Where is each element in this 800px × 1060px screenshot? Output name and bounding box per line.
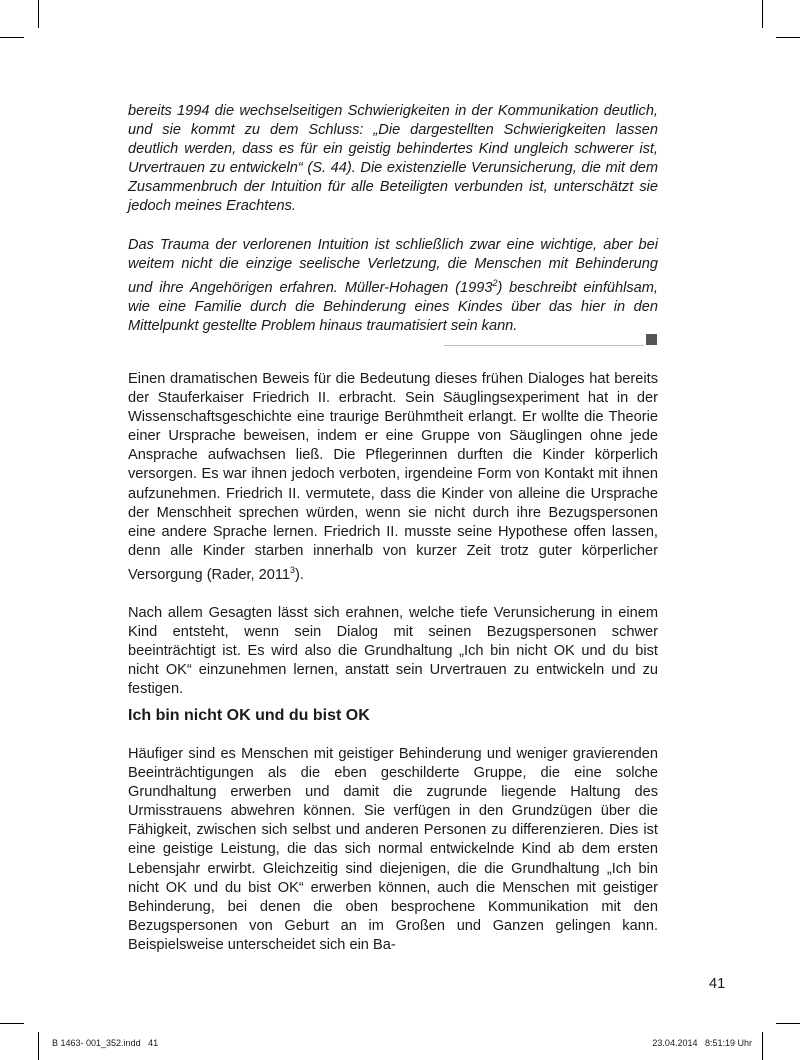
section-block <box>128 745 658 955</box>
slug-left: B 1463- 001_352.indd 41 <box>52 1038 159 1048</box>
quote-paragraph-2 <box>128 236 658 336</box>
body-footnote-superscript: 3 <box>290 564 296 575</box>
body-block <box>128 370 658 699</box>
crop-mark-top-left-h <box>0 37 24 38</box>
body-paragraph-1-text-b: ). <box>295 566 304 583</box>
section-paragraph: Häufiger sind es Menschen mit geistiger Behinderung und weniger gravierenden Beeinträchtigungen als die eben geschilderte Gruppe, die eine solche Grundhaltung erwerben und damit die zugrunde liegende Haltung des Urmisstrauens abwehren können. Sie verfügen in den Grundzügen über die Fähigkeit, zwischen sich selbst und anderen Personen zu differenzieren. Dies ist eine geistige Leistung, die das sich normal entwickelnde Kind ab dem ersten Lebensjahr erwirbt. Gleichzeitig sind diejenigen, die die Grundhaltung „Ich bin nicht OK und du bist OK“ erwerben können, auch die Menschen mit geistiger Behinderung, bei denen die oben besprochene Kommunikation mit den Bezugspersonen von Geburt an im Großen und Ganzen gelingen kann. Beispielsweise unterscheidet sich ein Ba- <box>128 746 658 953</box>
crop-mark-bottom-left-h <box>0 1023 24 1024</box>
crop-mark-bottom-right <box>762 1032 763 1060</box>
quote-block <box>128 102 658 336</box>
crop-mark-bottom-right-h <box>776 1023 800 1024</box>
quote-end-rule <box>444 345 644 346</box>
quote-paragraph-1: bereits 1994 die wechselseitigen Schwierigkeiten in der Kommunikation deutlich, und sie kommt zu dem Schluss: „Die dargestellten Schwierigkeiten lassen deutlich werden, dass es für ein geistig behindertes Kind ungleich schwerer ist, Urvertrauen zu entwickeln“ (S. 44). Die existenzielle Verunsicherung, die mit dem Zusammenbruch der Intuition für alle Beteiligten verbunden ist, unterschätzt sie jedoch meines Erachtens. <box>128 103 658 215</box>
slug-right: 23.04.2014 8:51:19 Uhr <box>652 1038 752 1048</box>
body-paragraph-1-text-a: Einen dramatischen Beweis für die Bedeutung dieses frühen Dialoges hat bereits der Stauferkaiser Friedrich II. erbracht. Sein Säuglingsexperiment hat in der Wissenschaftsgeschichte eine traurige Berühmtheit erlangt. Er wollte die Theorie einer Ursprache beweisen, indem er eine Gruppe von Säuglingen ohne jede Ansprache aufwachsen ließ. Die Pflegerinnen durften die Kinder körperlich versorgen. Es war ihnen jedoch verboten, irgendeine Form von Kontakt mit ihnen aufzunehmen. Friedrich II. vermutete, dass die Kinder von alleine die Ursprache der Menschheit sprechen würden, wenn sie nicht durch ihre Bezugspersonen eine andere Sprache lernen. Friedrich II. musste seine Hypothese offen lassen, denn alle Kinder starben innerhalb von kurzer Zeit trotz guter körperlicher Versorgung (Rader, 2011 <box>128 371 658 583</box>
section-heading: Ich bin nicht OK und du bist OK <box>128 707 370 724</box>
quote-paragraph-2-text-b: ) beschreibt einfühlsam, wie eine Familie durch die Behinderung eines Kindes über das hier in den Mittelpunkt gestellte Problem hinaus traumatisiert sein kann. <box>128 279 658 334</box>
quote-footnote-superscript: 2 <box>492 277 498 288</box>
crop-mark-top-right-h <box>776 37 800 38</box>
quote-end-square <box>646 334 657 345</box>
page-number: 41 <box>709 976 726 992</box>
quote-paragraph-2-text-a: Das Trauma der verlorenen Intuition ist schließlich zwar eine wichtige, aber bei weitem nicht die einzige seelische Verletzung, die Menschen mit Behinderung und ihre Angehörigen erfahren. Müller-Hohagen (1993 <box>128 236 658 296</box>
body-paragraph-1 <box>128 370 658 585</box>
crop-mark-top-left <box>38 0 39 28</box>
crop-mark-bottom-left <box>38 1032 39 1060</box>
body-paragraph-2: Nach allem Gesagten lässt sich erahnen, welche tiefe Verunsicherung in einem Kind entsteht, wenn sein Dialog mit seinen Bezugspersonen schwer beeinträchtigt ist. Es wird also die Grundhaltung „Ich bin nicht OK und du bist nicht OK“ einzunehmen lernen, anstatt sein Urvertrauen zu entwickeln und zu festigen. <box>128 604 658 698</box>
crop-mark-top-right <box>762 0 763 28</box>
